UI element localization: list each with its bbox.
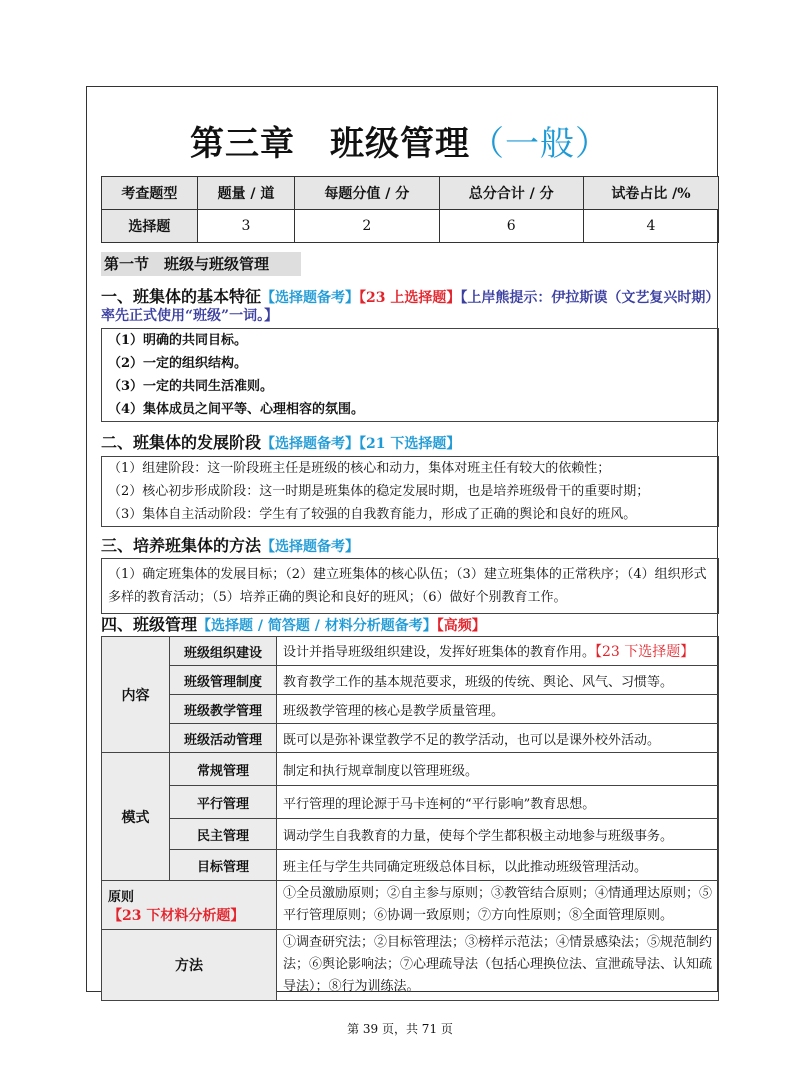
score-table xyxy=(101,176,719,243)
score-cell: 2 xyxy=(295,210,439,243)
row-label: 常规管理 xyxy=(170,753,277,786)
score-header: 考查题型 xyxy=(102,177,198,210)
row-text: 平行管理的理论源于马卡连柯的“平行影响”教育思想。 xyxy=(277,786,719,819)
part1-box xyxy=(101,328,719,422)
chapter-title: 第三章 班级管理（一般） xyxy=(190,124,610,164)
section-heading: 第一节 班级与班级管理 xyxy=(101,252,301,276)
score-header: 题量 / 道 xyxy=(197,177,294,210)
part2-box xyxy=(101,456,719,527)
score-cell: 6 xyxy=(439,210,583,243)
list-item: （3）集体自主活动阶段：学生有了较强的自我教育能力，形成了正确的舆论和良好的班风。 xyxy=(108,507,637,522)
row-text: 教育教学工作的基本规范要求，班级的传统、舆论、风气、习惯等。 xyxy=(277,666,719,695)
management-table xyxy=(101,636,719,1001)
score-cell: 选择题 xyxy=(102,210,198,243)
list-item: （2）核心初步形成阶段：这一时期是班集体的稳定发展时期，也是培养班级骨干的重要时期； xyxy=(108,484,650,499)
page-number: 第 39 页，共 71 页 xyxy=(347,1022,453,1036)
row-text: 调动学生自我教育的力量，使每个学生都积极主动地参与班级事务。 xyxy=(277,819,719,850)
score-header: 试卷占比 /% xyxy=(583,177,718,210)
row-label: 班级管理制度 xyxy=(170,666,277,695)
part4-heading: 四、班级管理【选择题 / 简答题 / 材料分析题备考】【高频】 xyxy=(101,615,486,634)
principle-text: ①全员激励原则；②自主参与原则；③教管结合原则；④情通理达原则；⑤平行管理原则；⑥协调一致原则；⑦方向性原则；⑧全面管理原则。 xyxy=(277,881,719,930)
list-item: （4）集体成员之间平等、心理相容的氛围。 xyxy=(108,402,365,417)
row-text: 既可以是弥补课堂教学不足的教学活动，也可以是课外校外活动。 xyxy=(277,724,719,753)
row-label: 班级组织建设 xyxy=(170,637,277,666)
row-text: 班级教学管理的核心是教学质量管理。 xyxy=(277,695,719,724)
row-text: 班主任与学生共同确定班级总体目标，以此推动班级管理活动。 xyxy=(277,850,719,881)
row-label: 民主管理 xyxy=(170,819,277,850)
row-label: 班级活动管理 xyxy=(170,724,277,753)
part2-heading: 二、班集体的发展阶段【选择题备考】【21 下选择题】 xyxy=(101,433,461,452)
part3-heading: 三、培养班集体的方法【选择题备考】 xyxy=(101,536,360,555)
part3-box: （1）确定班集体的发展目标；（2）建立班集体的核心队伍；（3）建立班集体的正常秩序；（4）组织形式多样的教育活动；（5）培养正确的舆论和良好的班风；（6）做好个别教育工作。 xyxy=(101,558,719,614)
row-label: 目标管理 xyxy=(170,850,277,881)
score-header: 总分合计 / 分 xyxy=(439,177,583,210)
method-label: 方法 xyxy=(102,930,277,1001)
list-item: （2）一定的组织结构。 xyxy=(108,356,248,371)
part1-note: 率先正式使用“班级”一词。】 xyxy=(101,308,279,324)
score-cell: 3 xyxy=(197,210,294,243)
method-text: ①调查研究法；②目标管理法；③榜样示范法；④情景感染法；⑤规范制约法；⑥舆论影响法；⑦心理疏导法（包括心理换位法、宣泄疏导法、认知疏导法）；⑧行为训练法。 xyxy=(277,930,719,1001)
content-category: 内容 xyxy=(102,637,170,753)
list-item: （1）明确的共同目标。 xyxy=(108,333,248,348)
part1-heading: 一、班集体的基本特征【选择题备考】【23 上选择题】【上岸熊提示：伊拉斯谟（文艺复兴时期） xyxy=(101,287,720,306)
row-text: 制定和执行规章制度以管理班级。 xyxy=(277,753,719,786)
row-label: 平行管理 xyxy=(170,786,277,819)
principle-label: 原则【23 下材料分析题】 xyxy=(102,881,277,930)
row-text: 设计并指导班级组织建设，发挥好班集体的教育作用。【23 下选择题】 xyxy=(277,637,719,666)
list-item: （1）组建阶段：这一阶段班主任是班级的核心和动力，集体对班主任有较大的依赖性； xyxy=(108,461,611,476)
score-header: 每题分值 / 分 xyxy=(295,177,439,210)
list-item: （3）一定的共同生活准则。 xyxy=(108,379,274,394)
mode-category: 模式 xyxy=(102,753,170,881)
row-label: 班级教学管理 xyxy=(170,695,277,724)
score-cell: 4 xyxy=(583,210,718,243)
